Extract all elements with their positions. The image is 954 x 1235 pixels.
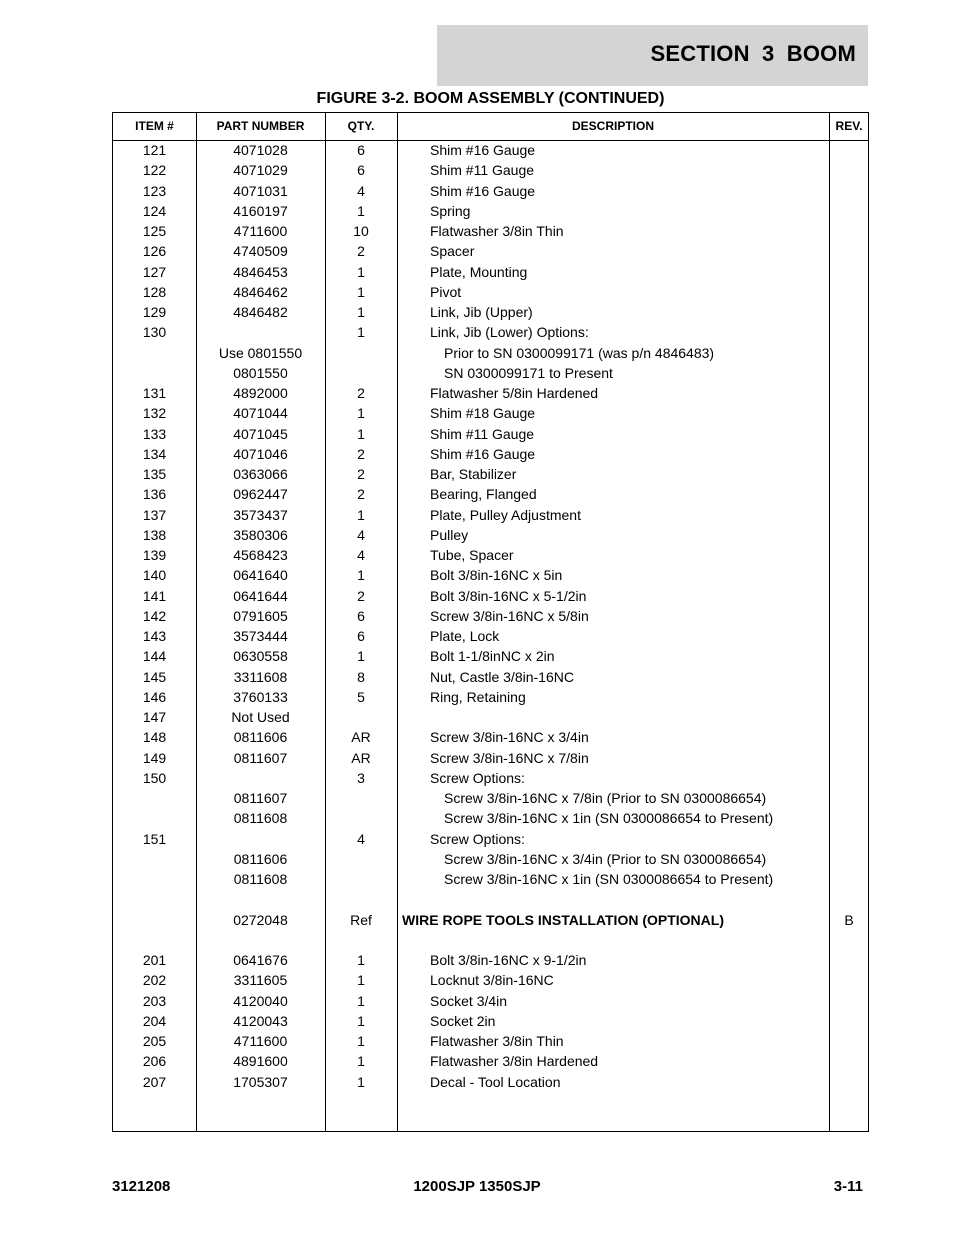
- table-row: [113, 1072, 868, 1092]
- qty-cell: 1: [357, 425, 365, 442]
- description-cell: Bar, Stabilizer: [430, 466, 517, 482]
- part-number-cell: 0641644: [233, 587, 288, 604]
- item-cell: 203: [142, 992, 167, 1009]
- description-cell: Flatwasher 3/8in Hardened: [430, 1053, 599, 1070]
- description-cell: Prior to SN 0300099171 (was p/n 4846483): [444, 344, 715, 361]
- item-cell: 136: [142, 486, 167, 503]
- description-cell: Shim #16 Gauge: [430, 142, 536, 158]
- qty-cell: 4: [357, 526, 365, 543]
- column-header-item: ITEM #: [135, 119, 174, 133]
- table-row: [113, 707, 868, 727]
- table-row: [113, 505, 868, 525]
- item-cell: 137: [142, 506, 167, 523]
- item-cell: 126: [142, 243, 167, 260]
- description-cell: Flatwasher 3/8in Thin: [430, 1033, 564, 1049]
- description-cell: Ring, Retaining: [430, 688, 526, 705]
- description-cell: Screw 3/8in-16NC x 1in (SN 0300086654 to Present): [444, 810, 774, 827]
- section-title: SECTION 3 BOOM: [650, 41, 856, 66]
- rev-cell: B: [844, 911, 854, 928]
- item-cell: 134: [142, 445, 167, 462]
- part-number-cell: 0791605: [233, 607, 288, 624]
- column-header-qty: QTY.: [347, 119, 375, 133]
- table-row: [113, 302, 868, 322]
- part-number-cell: 0811606: [233, 850, 288, 867]
- part-number-cell: 4846462: [233, 283, 288, 300]
- section-header-box: [437, 25, 868, 86]
- table-row: [113, 970, 868, 990]
- description-cell: Screw 3/8in-16NC x 5/8in: [430, 607, 589, 624]
- description-cell: Plate, Lock: [430, 628, 500, 644]
- description-cell: Screw 3/8in-16NC x 7/8in: [430, 749, 589, 766]
- item-cell: 144: [142, 648, 167, 665]
- part-number-cell: 0811607: [233, 790, 288, 806]
- table-row: [113, 829, 868, 849]
- item-cell: 204: [142, 1012, 167, 1029]
- table-row: [113, 282, 868, 302]
- part-number-cell: 0363066: [233, 466, 288, 482]
- table-row: [113, 262, 868, 282]
- description-cell: Spacer: [430, 243, 475, 260]
- column-header-rev: REV.: [835, 119, 863, 133]
- qty-cell: 1: [357, 972, 365, 989]
- item-cell: 148: [142, 729, 167, 746]
- qty-cell: 1: [357, 202, 365, 219]
- parts-table: [112, 112, 869, 1132]
- qty-cell: 1: [357, 1073, 365, 1090]
- part-number-cell: 4846482: [233, 304, 288, 320]
- table-row: [113, 484, 868, 504]
- part-number-cell: 0641676: [233, 952, 288, 968]
- table-row: [113, 748, 868, 768]
- qty-cell: 4: [357, 830, 365, 847]
- table-row: [113, 322, 868, 342]
- table-row: [113, 383, 868, 403]
- part-number-cell: 4120043: [233, 1012, 288, 1029]
- item-cell: 140: [142, 567, 167, 584]
- table-row: [113, 545, 868, 565]
- description-cell: Bolt 3/8in-16NC x 5in: [430, 567, 563, 584]
- item-cell: 202: [142, 972, 167, 989]
- description-cell: Link, Jib (Upper): [430, 304, 533, 320]
- description-cell: Screw 3/8in-16NC x 3/4in (Prior to SN 0300086654): [444, 850, 767, 867]
- description-cell: Tube, Spacer: [430, 547, 514, 563]
- part-number-cell: 4071031: [233, 182, 288, 199]
- part-number-cell: 3573437: [233, 506, 288, 523]
- description-cell: Plate, Mounting: [430, 263, 528, 280]
- description-cell: Plate, Pulley Adjustment: [430, 506, 581, 523]
- description-cell: SN 0300099171 to Present: [444, 364, 613, 381]
- description-cell: Bolt 3/8in-16NC x 5-1/2in: [430, 587, 587, 604]
- description-cell: Bolt 1-1/8inNC x 2in: [430, 648, 555, 665]
- part-number-cell: 0630558: [233, 648, 288, 665]
- qty-cell: 1: [357, 324, 365, 341]
- table-row: [113, 241, 868, 261]
- qty-cell: 3: [357, 769, 365, 786]
- description-cell: Spring: [430, 202, 471, 219]
- description-cell: Bolt 3/8in-16NC x 9-1/2in: [430, 952, 587, 968]
- description-cell: Bearing, Flanged: [430, 486, 537, 503]
- part-number-cell: 3580306: [233, 526, 288, 543]
- qty-cell: 1: [357, 263, 365, 280]
- description-cell: Flatwasher 5/8in Hardened: [430, 385, 599, 401]
- description-cell: Shim #18 Gauge: [430, 405, 536, 422]
- item-cell: 142: [142, 607, 167, 624]
- qty-cell: 2: [357, 385, 365, 401]
- table-row: [113, 768, 868, 788]
- table-row: [113, 464, 868, 484]
- part-number-cell: 4071028: [233, 142, 288, 158]
- item-cell: 127: [142, 263, 167, 280]
- description-cell: Shim #16 Gauge: [430, 445, 536, 462]
- item-cell: 139: [142, 547, 167, 563]
- table-row: [113, 646, 868, 666]
- table-row: [113, 181, 868, 201]
- part-number-cell: 4071044: [233, 405, 288, 422]
- part-number-cell: 3573444: [233, 628, 288, 644]
- table-row: [113, 687, 868, 707]
- description-cell: Link, Jib (Lower) Options:: [430, 324, 589, 341]
- part-number-cell: 1705307: [233, 1073, 288, 1090]
- description-cell: Screw 3/8in-16NC x 7/8in (Prior to SN 0300086654): [444, 790, 767, 806]
- table-row: [113, 525, 868, 545]
- qty-cell: 2: [357, 243, 365, 260]
- part-number-cell: 4071045: [233, 425, 288, 442]
- description-cell: Screw Options:: [430, 769, 525, 786]
- qty-cell: AR: [351, 729, 371, 746]
- description-cell: Screw 3/8in-16NC x 3/4in: [430, 729, 589, 746]
- part-number-cell: 0801550: [233, 364, 288, 381]
- qty-cell: 2: [357, 466, 365, 482]
- item-cell: 205: [142, 1033, 167, 1049]
- qty-cell: 4: [357, 547, 365, 563]
- part-number-cell: 0962447: [233, 486, 288, 503]
- description-cell: Shim #16 Gauge: [430, 182, 536, 199]
- item-cell: 121: [142, 142, 167, 158]
- qty-cell: 4: [357, 182, 365, 199]
- part-number-cell: 4846453: [233, 263, 288, 280]
- item-cell: 128: [142, 283, 167, 300]
- description-cell: Flatwasher 3/8in Thin: [430, 223, 564, 239]
- item-cell: 146: [142, 688, 167, 705]
- qty-cell: 6: [357, 607, 365, 624]
- part-number-cell: 4071029: [233, 162, 288, 179]
- table-row: [113, 626, 868, 646]
- description-cell: Screw 3/8in-16NC x 1in (SN 0300086654 to Present): [444, 871, 774, 887]
- part-number-cell: 3311608: [233, 668, 288, 685]
- qty-cell: 1: [357, 648, 365, 665]
- part-number-cell: 0272048: [233, 911, 288, 928]
- table-row: [113, 950, 868, 970]
- column-header-part-number: PART NUMBER: [216, 119, 305, 133]
- figure-title: FIGURE 3-2. BOOM ASSEMBLY (CONTINUED): [316, 90, 665, 107]
- table-row: [113, 991, 868, 1011]
- table-row: [113, 788, 868, 808]
- table-row: [113, 160, 868, 180]
- item-cell: 149: [142, 749, 167, 766]
- item-cell: 125: [142, 223, 167, 239]
- table-row: [113, 1031, 868, 1051]
- part-number-cell: 3760133: [233, 688, 288, 705]
- table-row: [113, 1011, 868, 1031]
- item-cell: 151: [142, 830, 167, 847]
- part-number-cell: Use 0801550: [218, 344, 303, 361]
- table-row: [113, 363, 868, 383]
- item-cell: 150: [142, 769, 167, 786]
- qty-cell: 1: [357, 1053, 365, 1070]
- table-row: [113, 606, 868, 626]
- part-number-cell: 4568423: [233, 547, 288, 563]
- part-number-cell: 0811606: [233, 729, 288, 746]
- description-cell: Pulley: [430, 526, 469, 543]
- item-cell: 206: [142, 1053, 167, 1070]
- qty-cell: 1: [357, 304, 365, 320]
- qty-cell: 5: [357, 688, 365, 705]
- part-number-cell: 4740509: [233, 243, 288, 260]
- item-cell: 141: [142, 587, 167, 604]
- qty-cell: 6: [357, 628, 365, 644]
- table-row: [113, 221, 868, 241]
- description-cell: WIRE ROPE TOOLS INSTALLATION (OPTIONAL): [402, 911, 724, 928]
- qty-cell: 1: [357, 1033, 365, 1049]
- part-number-cell: 3311605: [233, 972, 288, 989]
- item-cell: 132: [142, 405, 167, 422]
- table-row: [113, 869, 868, 889]
- description-cell: Decal - Tool Location: [430, 1073, 561, 1090]
- column-header-description: DESCRIPTION: [571, 119, 654, 133]
- qty-cell: 1: [357, 992, 365, 1009]
- description-cell: Shim #11 Gauge: [430, 162, 535, 179]
- item-cell: 207: [142, 1073, 167, 1090]
- qty-cell: 1: [357, 567, 365, 584]
- table-row: [113, 444, 868, 464]
- item-cell: 135: [142, 466, 167, 482]
- table-row: [113, 910, 868, 930]
- table-row: [113, 667, 868, 687]
- qty-cell: 1: [357, 506, 365, 523]
- footer-model: 1200SJP 1350SJP: [413, 1178, 541, 1195]
- item-cell: 133: [142, 425, 167, 442]
- qty-cell: 1: [357, 952, 365, 968]
- part-number-cell: 0641640: [233, 567, 288, 584]
- qty-cell: Ref: [350, 911, 372, 928]
- qty-cell: 6: [357, 142, 365, 158]
- item-cell: 201: [142, 952, 167, 968]
- qty-cell: 2: [357, 445, 365, 462]
- table-row: [113, 889, 868, 909]
- description-cell: Shim #11 Gauge: [430, 425, 535, 442]
- item-cell: 122: [142, 162, 167, 179]
- item-cell: 147: [142, 709, 167, 725]
- table-row: [113, 849, 868, 869]
- part-number-cell: 4711600: [233, 223, 288, 239]
- description-cell: Socket 3/4in: [430, 992, 508, 1009]
- part-number-cell: 0811607: [233, 749, 288, 766]
- description-cell: Screw Options:: [430, 830, 525, 847]
- item-cell: 124: [142, 202, 167, 219]
- table-row: [113, 140, 868, 160]
- table-row: [113, 808, 868, 828]
- part-number-cell: 0811608: [233, 871, 288, 887]
- item-cell: 143: [142, 628, 167, 644]
- table-row: [113, 565, 868, 585]
- description-cell: Socket 2in: [430, 1012, 496, 1029]
- table-row: [113, 403, 868, 423]
- description-cell: Pivot: [430, 283, 462, 300]
- part-number-cell: Not Used: [231, 709, 290, 725]
- qty-cell: 10: [353, 223, 369, 239]
- table-row: [113, 1051, 868, 1071]
- qty-cell: 1: [357, 1012, 365, 1029]
- item-cell: 131: [142, 385, 167, 401]
- item-cell: 145: [142, 668, 167, 685]
- item-cell: 130: [142, 324, 167, 341]
- part-number-cell: 4071046: [233, 445, 288, 462]
- item-cell: 138: [142, 526, 167, 543]
- qty-cell: AR: [351, 749, 371, 766]
- qty-cell: 2: [357, 587, 365, 604]
- item-cell: 123: [142, 182, 167, 199]
- table-row: [113, 424, 868, 444]
- qty-cell: 6: [357, 162, 365, 179]
- qty-cell: 1: [357, 283, 365, 300]
- item-cell: 129: [142, 304, 167, 320]
- part-number-cell: 0811608: [233, 810, 288, 827]
- part-number-cell: 4892000: [233, 385, 288, 401]
- qty-cell: 1: [357, 405, 365, 422]
- table-row: [113, 343, 868, 363]
- table-body: [113, 140, 868, 1092]
- description-cell: Nut, Castle 3/8in-16NC: [430, 668, 574, 685]
- footer-page-number: 3-11: [833, 1178, 863, 1195]
- table-row: [113, 201, 868, 221]
- footer-document-number: 3121208: [112, 1178, 171, 1195]
- qty-cell: 2: [357, 486, 365, 503]
- part-number-cell: 4160197: [233, 202, 288, 219]
- table-row: [113, 586, 868, 606]
- description-cell: Locknut 3/8in-16NC: [430, 972, 554, 989]
- part-number-cell: 4711600: [233, 1033, 288, 1049]
- qty-cell: 8: [357, 668, 365, 685]
- table-row: [113, 727, 868, 747]
- part-number-cell: 4120040: [233, 992, 288, 1009]
- part-number-cell: 4891600: [233, 1053, 288, 1070]
- table-row: [113, 930, 868, 950]
